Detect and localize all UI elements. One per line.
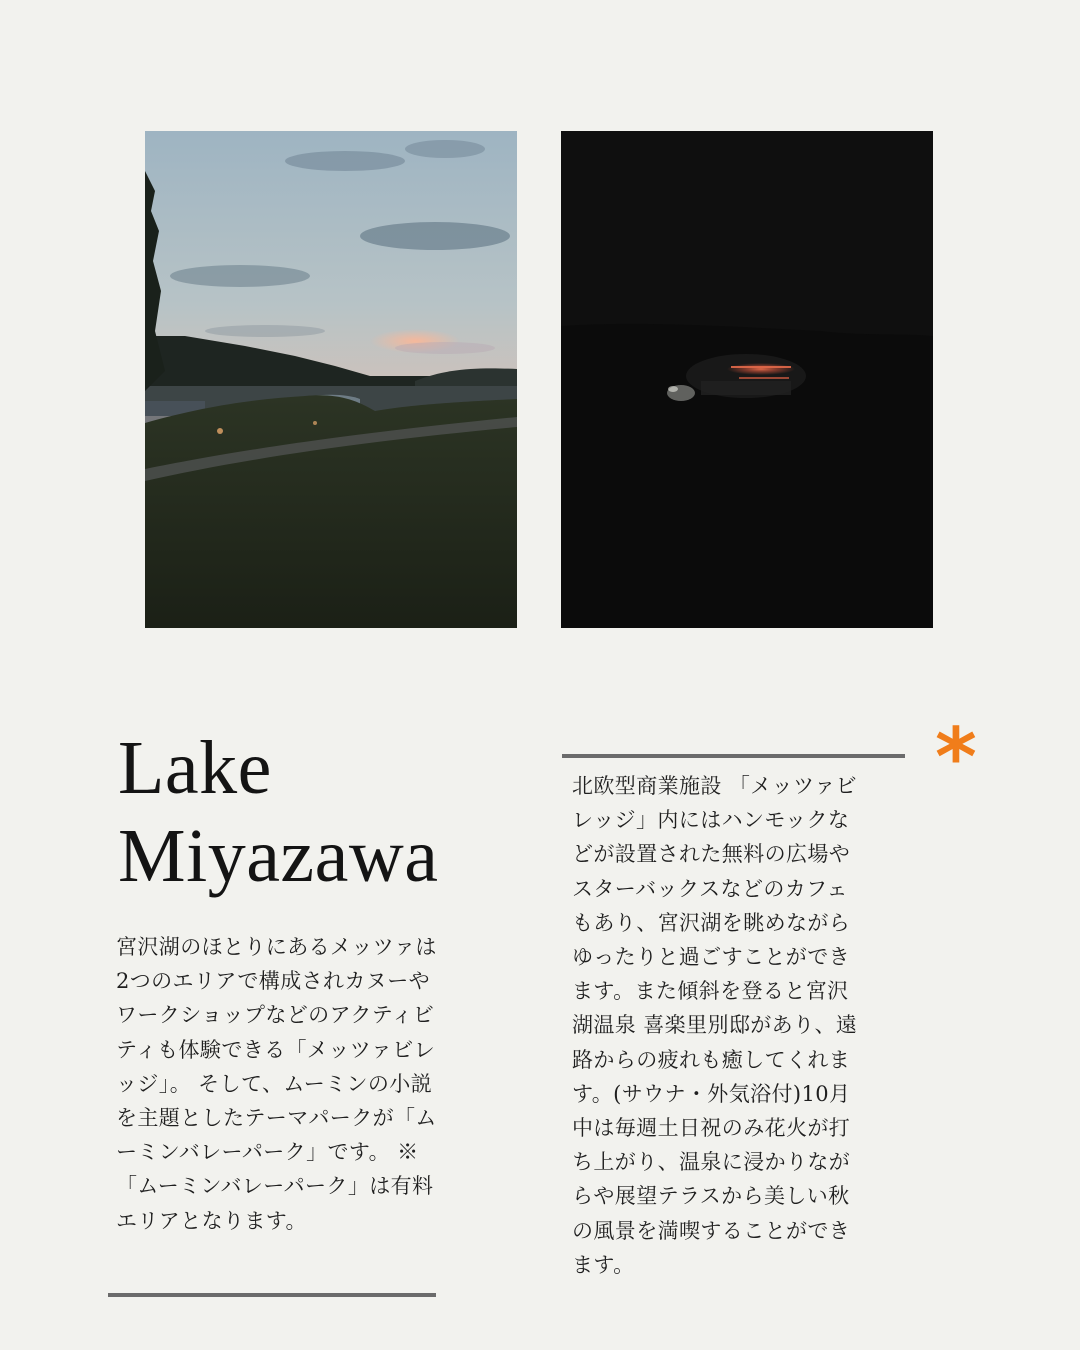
lake-dusk-photo [145,131,517,628]
lake-dusk-image [145,131,517,628]
night-view-photo [561,131,933,628]
asterisk-icon: * [935,711,977,804]
description-right: 北欧型商業施設 「メッツァビ レッジ」内にはハンモックな どが設置された無料の広場や スターバックスなどのカフェ もあり、宮沢湖を眺めながら ゆったりと過ごすことができ ます。また傾斜を登ると宮沢 湖温泉 喜楽里別邸があり、遠 路からの疲れも癒してくれま す。(サウナ・外気浴付)10月 中は毎週土日祝のみ花火が打 ち上がり、温泉に浸かりなが らや展望テラスから美しい秋 の風景を満喫することができ ます。 [572,774,858,1277]
night-view-image [561,131,933,628]
bottom-divider [108,1293,436,1297]
page-title: Lake Miyazawa [118,726,439,898]
top-divider [562,754,905,758]
description-left: 宮沢湖のほとりにあるメッツァは 2つのエリアで構成されカヌーや ワークショップなどのアクティビ ティも体験できる「メッツァビレ ッジ」。 そして、ムーミンの小説 を主題としたテーマパークが「ム ーミンバレーパーク」です。 ※ 「ムーミンバレーパーク」は有料 エリアとなります。 [116,935,437,1233]
